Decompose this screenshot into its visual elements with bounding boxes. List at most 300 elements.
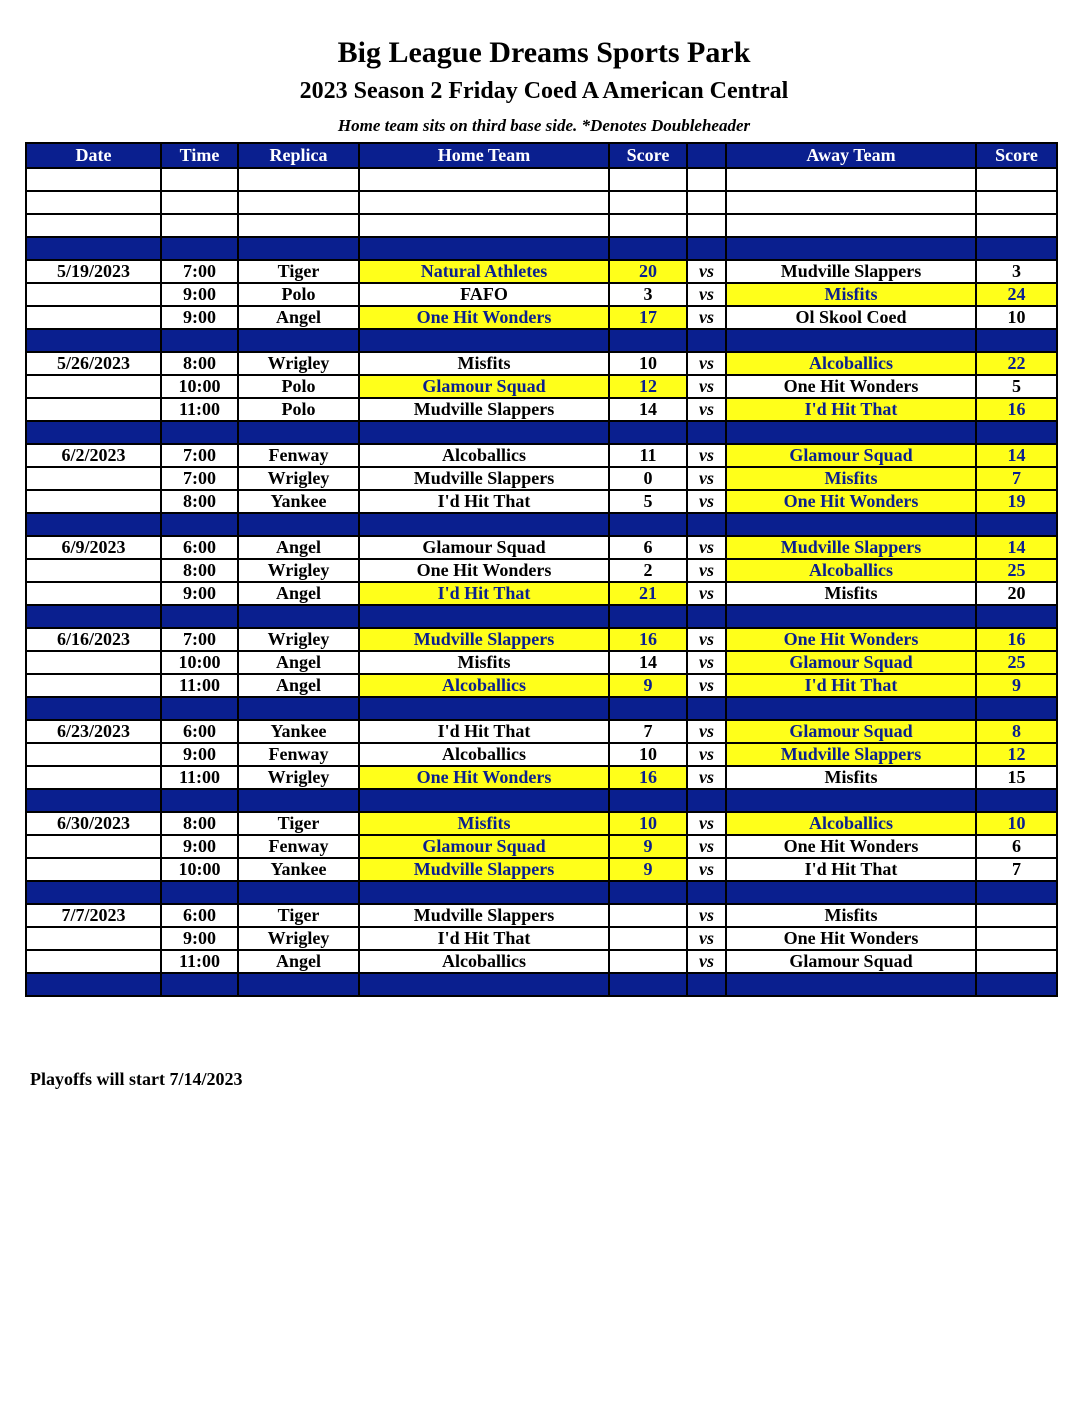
separator-cell	[238, 329, 359, 352]
home-team: I'd Hit That	[359, 927, 609, 950]
away-team: Alcoballics	[726, 812, 976, 835]
away-team: Glamour Squad	[726, 950, 976, 973]
game-time: 7:00	[161, 467, 238, 490]
game-time: 10:00	[161, 375, 238, 398]
separator-cell	[976, 329, 1057, 352]
game-date	[26, 927, 161, 950]
game-row	[26, 536, 1057, 559]
separator-cell	[726, 605, 976, 628]
game-time: 10:00	[161, 858, 238, 881]
blank-cell	[238, 214, 359, 237]
game-date	[26, 674, 161, 697]
home-team: Mudville Slappers	[359, 628, 609, 651]
separator-cell	[161, 697, 238, 720]
away-score: 7	[976, 467, 1057, 490]
separator-cell	[726, 513, 976, 536]
separator-cell	[26, 973, 161, 996]
away-team: One Hit Wonders	[726, 835, 976, 858]
game-time: 6:00	[161, 720, 238, 743]
away-score: 16	[976, 398, 1057, 421]
separator-cell	[26, 329, 161, 352]
schedule-body	[26, 168, 1057, 996]
separator-cell	[609, 881, 687, 904]
separator-cell	[687, 881, 726, 904]
separator-cell	[161, 237, 238, 260]
game-field: Polo	[238, 375, 359, 398]
away-team: Misfits	[726, 582, 976, 605]
separator-cell	[359, 881, 609, 904]
home-score: 21	[609, 582, 687, 605]
game-field: Yankee	[238, 720, 359, 743]
game-field: Yankee	[238, 490, 359, 513]
away-score: 5	[976, 375, 1057, 398]
blank-cell	[26, 168, 161, 191]
home-team: Glamour Squad	[359, 536, 609, 559]
away-team: I'd Hit That	[726, 674, 976, 697]
home-score: 12	[609, 375, 687, 398]
separator-cell	[238, 513, 359, 536]
separator-cell	[26, 605, 161, 628]
home-team: Mudville Slappers	[359, 467, 609, 490]
separator-cell	[359, 237, 609, 260]
game-date	[26, 398, 161, 421]
game-time: 8:00	[161, 352, 238, 375]
separator-cell	[161, 421, 238, 444]
game-time: 8:00	[161, 812, 238, 835]
game-field: Tiger	[238, 904, 359, 927]
separator-cell	[687, 605, 726, 628]
away-score: 24	[976, 283, 1057, 306]
vs-label: vs	[687, 352, 726, 375]
game-row	[26, 766, 1057, 789]
away-team: Alcoballics	[726, 352, 976, 375]
game-row	[26, 835, 1057, 858]
separator-cell	[687, 513, 726, 536]
separator-cell	[359, 513, 609, 536]
away-score: 14	[976, 444, 1057, 467]
home-score: 9	[609, 858, 687, 881]
away-score: 22	[976, 352, 1057, 375]
separator-cell	[976, 973, 1057, 996]
game-date	[26, 858, 161, 881]
separator-cell	[609, 973, 687, 996]
game-date	[26, 766, 161, 789]
separator-cell	[726, 789, 976, 812]
blank-cell	[238, 191, 359, 214]
away-team: Mudville Slappers	[726, 743, 976, 766]
separator-cell	[26, 237, 161, 260]
game-row	[26, 674, 1057, 697]
home-team: I'd Hit That	[359, 720, 609, 743]
game-row	[26, 950, 1057, 973]
away-team: One Hit Wonders	[726, 490, 976, 513]
game-field: Wrigley	[238, 927, 359, 950]
vs-label: vs	[687, 375, 726, 398]
game-time: 9:00	[161, 306, 238, 329]
away-team: Misfits	[726, 904, 976, 927]
game-date: 5/26/2023	[26, 352, 161, 375]
game-row	[26, 467, 1057, 490]
blank-cell	[609, 168, 687, 191]
game-time: 10:00	[161, 651, 238, 674]
home-score: 3	[609, 283, 687, 306]
blank-cell	[726, 168, 976, 191]
home-score: 10	[609, 812, 687, 835]
separator-cell	[26, 421, 161, 444]
away-team: Alcoballics	[726, 559, 976, 582]
home-team: Mudville Slappers	[359, 398, 609, 421]
blank-cell	[687, 191, 726, 214]
away-score: 16	[976, 628, 1057, 651]
away-team: One Hit Wonders	[726, 628, 976, 651]
home-score: 17	[609, 306, 687, 329]
vs-label: vs	[687, 743, 726, 766]
col-header-home-score: Score	[609, 143, 687, 168]
away-score: 10	[976, 812, 1057, 835]
separator-cell	[976, 605, 1057, 628]
vs-label: vs	[687, 283, 726, 306]
separator-cell	[238, 697, 359, 720]
separator-cell	[609, 329, 687, 352]
separator-cell	[238, 237, 359, 260]
home-team: Mudville Slappers	[359, 904, 609, 927]
away-team: One Hit Wonders	[726, 927, 976, 950]
game-field: Wrigley	[238, 628, 359, 651]
separator-cell	[26, 881, 161, 904]
blank-cell	[238, 168, 359, 191]
separator-cell	[976, 697, 1057, 720]
game-date	[26, 467, 161, 490]
separator-cell	[161, 881, 238, 904]
separator-cell	[161, 789, 238, 812]
separator-cell	[359, 973, 609, 996]
away-team: Glamour Squad	[726, 444, 976, 467]
game-date: 6/30/2023	[26, 812, 161, 835]
home-team: I'd Hit That	[359, 582, 609, 605]
vs-label: vs	[687, 444, 726, 467]
home-score: 20	[609, 260, 687, 283]
separator-cell	[359, 329, 609, 352]
vs-label: vs	[687, 306, 726, 329]
separator-cell	[687, 421, 726, 444]
game-time: 11:00	[161, 766, 238, 789]
game-field: Fenway	[238, 743, 359, 766]
separator-row	[26, 697, 1057, 720]
blank-cell	[687, 168, 726, 191]
home-score: 5	[609, 490, 687, 513]
away-team: Misfits	[726, 283, 976, 306]
away-score: 8	[976, 720, 1057, 743]
separator-cell	[359, 697, 609, 720]
away-score: 19	[976, 490, 1057, 513]
game-time: 8:00	[161, 559, 238, 582]
separator-cell	[609, 605, 687, 628]
game-row	[26, 559, 1057, 582]
game-date	[26, 559, 161, 582]
home-score: 11	[609, 444, 687, 467]
away-score: 12	[976, 743, 1057, 766]
separator-cell	[609, 697, 687, 720]
col-header-vs	[687, 143, 726, 168]
game-field: Wrigley	[238, 559, 359, 582]
game-field: Tiger	[238, 812, 359, 835]
away-score	[976, 904, 1057, 927]
blank-cell	[609, 191, 687, 214]
game-row	[26, 306, 1057, 329]
col-header-time: Time	[161, 143, 238, 168]
game-time: 6:00	[161, 904, 238, 927]
header-note: Home team sits on third base side. *Denotes Doubleheader	[337, 116, 751, 135]
game-date	[26, 490, 161, 513]
away-score: 15	[976, 766, 1057, 789]
col-header-home-team: Home Team	[359, 143, 609, 168]
game-date	[26, 582, 161, 605]
game-row	[26, 628, 1057, 651]
game-time: 6:00	[161, 536, 238, 559]
home-score: 16	[609, 628, 687, 651]
game-field: Tiger	[238, 260, 359, 283]
separator-cell	[726, 881, 976, 904]
game-date: 6/16/2023	[26, 628, 161, 651]
game-field: Yankee	[238, 858, 359, 881]
separator-cell	[687, 973, 726, 996]
away-score: 10	[976, 306, 1057, 329]
separator-cell	[238, 421, 359, 444]
separator-cell	[238, 973, 359, 996]
home-team: Mudville Slappers	[359, 858, 609, 881]
home-score: 6	[609, 536, 687, 559]
home-team: Glamour Squad	[359, 375, 609, 398]
blank-cell	[359, 191, 609, 214]
game-field: Angel	[238, 536, 359, 559]
game-date: 7/7/2023	[26, 904, 161, 927]
game-date	[26, 835, 161, 858]
separator-row	[26, 881, 1057, 904]
separator-row	[26, 605, 1057, 628]
game-time: 9:00	[161, 835, 238, 858]
game-row	[26, 582, 1057, 605]
vs-label: vs	[687, 812, 726, 835]
separator-cell	[238, 881, 359, 904]
game-row	[26, 812, 1057, 835]
vs-label: vs	[687, 927, 726, 950]
game-field: Wrigley	[238, 467, 359, 490]
home-score	[609, 927, 687, 950]
home-team: Glamour Squad	[359, 835, 609, 858]
game-row	[26, 743, 1057, 766]
game-date: 6/23/2023	[26, 720, 161, 743]
home-team: Natural Athletes	[359, 260, 609, 283]
separator-cell	[359, 789, 609, 812]
game-field: Wrigley	[238, 352, 359, 375]
home-score: 0	[609, 467, 687, 490]
separator-cell	[161, 605, 238, 628]
vs-label: vs	[687, 559, 726, 582]
game-time: 9:00	[161, 743, 238, 766]
col-header-away-score: Score	[976, 143, 1057, 168]
blank-cell	[726, 191, 976, 214]
away-team: Ol Skool Coed	[726, 306, 976, 329]
game-field: Angel	[238, 950, 359, 973]
game-field: Angel	[238, 674, 359, 697]
home-score: 10	[609, 743, 687, 766]
home-score: 2	[609, 559, 687, 582]
game-field: Angel	[238, 306, 359, 329]
blank-cell	[976, 214, 1057, 237]
vs-label: vs	[687, 467, 726, 490]
game-row	[26, 375, 1057, 398]
game-field: Fenway	[238, 835, 359, 858]
game-row	[26, 858, 1057, 881]
separator-cell	[976, 881, 1057, 904]
separator-cell	[359, 605, 609, 628]
separator-cell	[976, 789, 1057, 812]
home-team: Misfits	[359, 812, 609, 835]
away-team: I'd Hit That	[726, 858, 976, 881]
separator-cell	[26, 789, 161, 812]
away-score: 7	[976, 858, 1057, 881]
game-row	[26, 490, 1057, 513]
vs-label: vs	[687, 835, 726, 858]
separator-cell	[976, 421, 1057, 444]
game-time: 8:00	[161, 490, 238, 513]
game-date	[26, 375, 161, 398]
away-score: 6	[976, 835, 1057, 858]
separator-cell	[687, 329, 726, 352]
blank-cell	[26, 191, 161, 214]
game-time: 9:00	[161, 927, 238, 950]
game-time: 7:00	[161, 444, 238, 467]
blank-cell	[687, 214, 726, 237]
home-team: Misfits	[359, 651, 609, 674]
away-score: 25	[976, 651, 1057, 674]
away-score: 14	[976, 536, 1057, 559]
separator-cell	[609, 513, 687, 536]
game-field: Angel	[238, 651, 359, 674]
game-date	[26, 306, 161, 329]
home-score	[609, 904, 687, 927]
separator-cell	[726, 329, 976, 352]
game-time: 11:00	[161, 398, 238, 421]
home-score: 16	[609, 766, 687, 789]
game-time: 11:00	[161, 674, 238, 697]
game-field: Polo	[238, 398, 359, 421]
separator-cell	[609, 789, 687, 812]
vs-label: vs	[687, 628, 726, 651]
away-team: Misfits	[726, 766, 976, 789]
blank-cell	[359, 214, 609, 237]
separator-row	[26, 513, 1057, 536]
game-time: 7:00	[161, 260, 238, 283]
separator-row	[26, 789, 1057, 812]
away-team: Mudville Slappers	[726, 536, 976, 559]
separator-row	[26, 973, 1057, 996]
game-field: Angel	[238, 582, 359, 605]
away-score: 9	[976, 674, 1057, 697]
home-team: I'd Hit That	[359, 490, 609, 513]
home-team: Alcoballics	[359, 950, 609, 973]
game-date	[26, 950, 161, 973]
away-team: I'd Hit That	[726, 398, 976, 421]
separator-cell	[238, 605, 359, 628]
separator-row	[26, 237, 1057, 260]
vs-label: vs	[687, 950, 726, 973]
away-score: 20	[976, 582, 1057, 605]
home-score: 14	[609, 398, 687, 421]
blank-cell	[161, 168, 238, 191]
vs-label: vs	[687, 490, 726, 513]
playoffs-note: Playoffs will start 7/14/2023	[30, 1069, 243, 1089]
game-field: Polo	[238, 283, 359, 306]
vs-label: vs	[687, 651, 726, 674]
away-score: 3	[976, 260, 1057, 283]
col-header-date: Date	[26, 143, 161, 168]
game-time: 11:00	[161, 950, 238, 973]
game-date: 6/2/2023	[26, 444, 161, 467]
home-team: One Hit Wonders	[359, 766, 609, 789]
blank-row	[26, 191, 1057, 214]
vs-label: vs	[687, 674, 726, 697]
game-row	[26, 720, 1057, 743]
separator-cell	[161, 973, 238, 996]
game-row	[26, 352, 1057, 375]
away-team: Glamour Squad	[726, 720, 976, 743]
separator-cell	[976, 513, 1057, 536]
separator-cell	[687, 789, 726, 812]
vs-label: vs	[687, 858, 726, 881]
separator-cell	[976, 237, 1057, 260]
separator-cell	[26, 697, 161, 720]
blank-cell	[976, 168, 1057, 191]
home-team: Alcoballics	[359, 444, 609, 467]
vs-label: vs	[687, 720, 726, 743]
game-row	[26, 398, 1057, 421]
away-score	[976, 927, 1057, 950]
separator-cell	[687, 697, 726, 720]
home-team: Alcoballics	[359, 674, 609, 697]
game-field: Fenway	[238, 444, 359, 467]
table-header-row	[26, 143, 1057, 168]
home-team: Misfits	[359, 352, 609, 375]
separator-cell	[726, 697, 976, 720]
col-header-away-team: Away Team	[726, 143, 976, 168]
game-row	[26, 904, 1057, 927]
game-date	[26, 651, 161, 674]
vs-label: vs	[687, 904, 726, 927]
away-score	[976, 950, 1057, 973]
vs-label: vs	[687, 398, 726, 421]
home-score: 14	[609, 651, 687, 674]
blank-cell	[359, 168, 609, 191]
home-team: FAFO	[359, 283, 609, 306]
blank-cell	[161, 214, 238, 237]
separator-cell	[161, 329, 238, 352]
separator-cell	[359, 421, 609, 444]
blank-cell	[26, 214, 161, 237]
separator-cell	[609, 237, 687, 260]
game-time: 7:00	[161, 628, 238, 651]
game-row	[26, 260, 1057, 283]
game-row	[26, 927, 1057, 950]
separator-row	[26, 421, 1057, 444]
home-team: One Hit Wonders	[359, 306, 609, 329]
blank-row	[26, 168, 1057, 191]
home-score: 9	[609, 674, 687, 697]
away-team: Misfits	[726, 467, 976, 490]
separator-row	[26, 329, 1057, 352]
separator-cell	[161, 513, 238, 536]
game-time: 9:00	[161, 283, 238, 306]
